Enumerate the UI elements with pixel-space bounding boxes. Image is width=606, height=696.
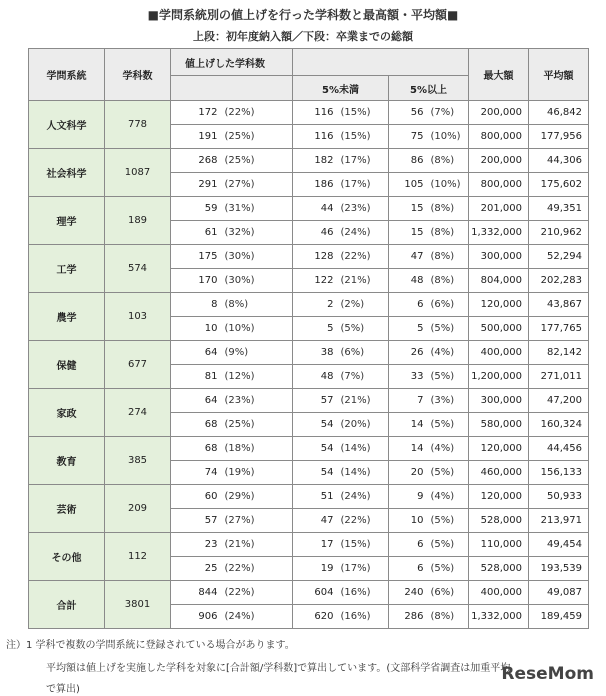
value-cell: 44 (293, 197, 337, 221)
value-cell: (10%) (221, 317, 293, 341)
count-cell: 385 (105, 437, 171, 485)
value-cell: (15%) (337, 533, 389, 557)
value-cell: 46,842 (529, 101, 589, 125)
value-cell: 210,962 (529, 221, 589, 245)
page-title: ■学問系統別の値上げを行った学科数と最高額・平均額■ (147, 8, 459, 22)
value-cell: 6 (389, 533, 427, 557)
value-cell: 68 (171, 437, 221, 461)
value-cell: 177,765 (529, 317, 589, 341)
header-raised: 値上げした学科数 (171, 49, 293, 76)
value-cell: (16%) (337, 581, 389, 605)
value-cell: 19 (293, 557, 337, 581)
value-cell: 844 (171, 581, 221, 605)
value-cell: (22%) (221, 581, 293, 605)
value-cell: 8 (171, 293, 221, 317)
value-cell: (14%) (337, 461, 389, 485)
header-over5: 5%以上 (389, 76, 469, 101)
note-line-3: で算出) (46, 684, 80, 695)
value-cell: 170 (171, 269, 221, 293)
value-cell: (5%) (427, 413, 469, 437)
value-cell: 172 (171, 101, 221, 125)
count-cell: 112 (105, 533, 171, 581)
category-cell: 工学 (29, 245, 105, 293)
value-cell: 14 (389, 437, 427, 461)
value-cell: (21%) (337, 269, 389, 293)
table-row (29, 533, 589, 557)
value-cell: 110,000 (469, 533, 529, 557)
value-cell: (22%) (221, 557, 293, 581)
value-cell: 23 (171, 533, 221, 557)
table-row (29, 149, 589, 173)
value-cell: 44,456 (529, 437, 589, 461)
value-cell: 2 (293, 293, 337, 317)
value-cell: (4%) (427, 485, 469, 509)
category-cell: 人文科学 (29, 101, 105, 149)
resemom-logo: ReseMom (501, 664, 594, 684)
value-cell: 52,294 (529, 245, 589, 269)
value-cell: 51 (293, 485, 337, 509)
value-cell: (6%) (427, 293, 469, 317)
table-row (29, 101, 589, 125)
value-cell: 15 (389, 197, 427, 221)
value-cell: 202,283 (529, 269, 589, 293)
value-cell: (7%) (337, 365, 389, 389)
table-row (29, 389, 589, 413)
value-cell: 33 (389, 365, 427, 389)
value-cell: 400,000 (469, 341, 529, 365)
value-cell: 200,000 (469, 149, 529, 173)
value-cell: 528,000 (469, 509, 529, 533)
value-cell: 286 (389, 605, 427, 629)
value-cell: 291 (171, 173, 221, 197)
value-cell: 57 (293, 389, 337, 413)
value-cell: (10%) (427, 125, 469, 149)
value-cell: 61 (171, 221, 221, 245)
value-cell: 44,306 (529, 149, 589, 173)
category-cell: 社会科学 (29, 149, 105, 197)
value-cell: 156,133 (529, 461, 589, 485)
value-cell: (8%) (427, 245, 469, 269)
value-cell: 160,324 (529, 413, 589, 437)
value-cell: 116 (293, 125, 337, 149)
value-cell: (3%) (427, 389, 469, 413)
category-cell: 農学 (29, 293, 105, 341)
value-cell: (29%) (221, 485, 293, 509)
value-cell: 60 (171, 485, 221, 509)
value-cell: (8%) (427, 197, 469, 221)
value-cell: 620 (293, 605, 337, 629)
value-cell: 6 (389, 293, 427, 317)
value-cell: 175 (171, 245, 221, 269)
value-cell: 81 (171, 365, 221, 389)
value-cell: 25 (171, 557, 221, 581)
value-cell: (22%) (337, 509, 389, 533)
value-cell: 300,000 (469, 389, 529, 413)
count-cell: 778 (105, 101, 171, 149)
category-cell: 合計 (29, 581, 105, 629)
category-cell: 保健 (29, 341, 105, 389)
value-cell: (8%) (427, 149, 469, 173)
value-cell: (24%) (221, 605, 293, 629)
category-cell: 家政 (29, 389, 105, 437)
count-cell: 1087 (105, 149, 171, 197)
value-cell: 122 (293, 269, 337, 293)
value-cell: (6%) (337, 341, 389, 365)
table-row (29, 485, 589, 509)
category-cell: 理学 (29, 197, 105, 245)
table-row (29, 197, 589, 221)
value-cell: 604 (293, 581, 337, 605)
value-cell: (25%) (221, 413, 293, 437)
value-cell: 5 (293, 317, 337, 341)
header-max: 最大額 (469, 49, 529, 101)
value-cell: 116 (293, 101, 337, 125)
value-cell: 120,000 (469, 485, 529, 509)
value-cell: (14%) (337, 437, 389, 461)
value-cell: 38 (293, 341, 337, 365)
value-cell: 56 (389, 101, 427, 125)
page-subtitle: 上段：初年度納入額／下段：卒業までの総額 (193, 30, 413, 43)
value-cell: 47 (293, 509, 337, 533)
value-cell: 64 (171, 389, 221, 413)
value-cell: (21%) (221, 533, 293, 557)
value-cell: 47,200 (529, 389, 589, 413)
value-cell: 20 (389, 461, 427, 485)
value-cell: 191 (171, 125, 221, 149)
value-cell: 75 (389, 125, 427, 149)
table-row (29, 437, 589, 461)
value-cell: (19%) (221, 461, 293, 485)
value-cell: 49,454 (529, 533, 589, 557)
value-cell: 74 (171, 461, 221, 485)
table-row (29, 245, 589, 269)
value-cell: 460,000 (469, 461, 529, 485)
value-cell: (24%) (337, 485, 389, 509)
value-cell: (8%) (427, 221, 469, 245)
value-cell: (5%) (337, 317, 389, 341)
value-cell: 300,000 (469, 245, 529, 269)
value-cell: (5%) (427, 317, 469, 341)
value-cell: 200,000 (469, 101, 529, 125)
value-cell: 271,011 (529, 365, 589, 389)
value-cell: 1,200,000 (469, 365, 529, 389)
value-cell: 800,000 (469, 125, 529, 149)
value-cell: (8%) (221, 293, 293, 317)
value-cell: 82,142 (529, 341, 589, 365)
tuition-table (28, 48, 589, 629)
value-cell: 906 (171, 605, 221, 629)
value-cell: 68 (171, 413, 221, 437)
value-cell: 49,087 (529, 581, 589, 605)
value-cell: 10 (171, 317, 221, 341)
value-cell: 26 (389, 341, 427, 365)
value-cell: 10 (389, 509, 427, 533)
value-cell: 6 (389, 557, 427, 581)
value-cell: 43,867 (529, 293, 589, 317)
value-cell: 17 (293, 533, 337, 557)
value-cell: 177,956 (529, 125, 589, 149)
value-cell: 240 (389, 581, 427, 605)
value-cell: (31%) (221, 197, 293, 221)
value-cell: 120,000 (469, 293, 529, 317)
value-cell: (6%) (427, 581, 469, 605)
count-cell: 677 (105, 341, 171, 389)
note-line-1: 注）1 学科で複数の学問系統に登録されている場合があります。 (6, 640, 295, 651)
value-cell: 50,933 (529, 485, 589, 509)
count-cell: 189 (105, 197, 171, 245)
value-cell: (23%) (337, 197, 389, 221)
value-cell: 59 (171, 197, 221, 221)
value-cell: 500,000 (469, 317, 529, 341)
value-cell: (8%) (427, 269, 469, 293)
value-cell: 268 (171, 149, 221, 173)
category-cell: 芸術 (29, 485, 105, 533)
value-cell: 182 (293, 149, 337, 173)
value-cell: 54 (293, 413, 337, 437)
value-cell: (10%) (427, 173, 469, 197)
value-cell: (20%) (337, 413, 389, 437)
value-cell: 5 (389, 317, 427, 341)
value-cell: 47 (389, 245, 427, 269)
count-cell: 209 (105, 485, 171, 533)
value-cell: (9%) (221, 341, 293, 365)
value-cell: (4%) (427, 341, 469, 365)
value-cell: (32%) (221, 221, 293, 245)
value-cell: (17%) (337, 557, 389, 581)
value-cell: (15%) (337, 125, 389, 149)
value-cell: 14 (389, 413, 427, 437)
note-line-2: 平均額は値上げを実施した学科を対象に[合計額/学科数]で算出しています。(文部科学省調査は加重平均 (46, 663, 511, 674)
value-cell: (24%) (337, 221, 389, 245)
value-cell: (18%) (221, 437, 293, 461)
value-cell: 57 (171, 509, 221, 533)
value-cell: (25%) (221, 149, 293, 173)
value-cell: 86 (389, 149, 427, 173)
value-cell: (22%) (337, 245, 389, 269)
value-cell: (30%) (221, 245, 293, 269)
table-row (29, 341, 589, 365)
value-cell: (8%) (427, 605, 469, 629)
value-cell: (5%) (427, 509, 469, 533)
value-cell: 54 (293, 437, 337, 461)
value-cell: 213,971 (529, 509, 589, 533)
value-cell: 189,459 (529, 605, 589, 629)
value-cell: 800,000 (469, 173, 529, 197)
value-cell: 105 (389, 173, 427, 197)
count-cell: 3801 (105, 581, 171, 629)
value-cell: 54 (293, 461, 337, 485)
value-cell: 1,332,000 (469, 605, 529, 629)
header-avg: 平均額 (529, 49, 589, 101)
value-cell: 1,332,000 (469, 221, 529, 245)
value-cell: (27%) (221, 509, 293, 533)
value-cell: (17%) (337, 149, 389, 173)
value-cell: 528,000 (469, 557, 529, 581)
value-cell: (23%) (221, 389, 293, 413)
value-cell: 48 (293, 365, 337, 389)
value-cell: (5%) (427, 533, 469, 557)
header-category: 学問系統 (29, 49, 105, 101)
value-cell: (7%) (427, 101, 469, 125)
value-cell: 201,000 (469, 197, 529, 221)
value-cell: 7 (389, 389, 427, 413)
value-cell: 48 (389, 269, 427, 293)
value-cell: (16%) (337, 605, 389, 629)
value-cell: (25%) (221, 125, 293, 149)
value-cell: 64 (171, 341, 221, 365)
value-cell: (21%) (337, 389, 389, 413)
value-cell: 120,000 (469, 437, 529, 461)
count-cell: 574 (105, 245, 171, 293)
value-cell: 580,000 (469, 413, 529, 437)
value-cell: (5%) (427, 365, 469, 389)
value-cell: 9 (389, 485, 427, 509)
value-cell: (17%) (337, 173, 389, 197)
value-cell: (4%) (427, 437, 469, 461)
value-cell: (5%) (427, 557, 469, 581)
value-cell: (12%) (221, 365, 293, 389)
value-cell: 193,539 (529, 557, 589, 581)
value-cell: 804,000 (469, 269, 529, 293)
value-cell: (15%) (337, 101, 389, 125)
value-cell: 49,351 (529, 197, 589, 221)
value-cell: (5%) (427, 461, 469, 485)
value-cell: (22%) (221, 101, 293, 125)
header-count: 学科数 (105, 49, 171, 101)
value-cell: 46 (293, 221, 337, 245)
count-cell: 103 (105, 293, 171, 341)
value-cell: (30%) (221, 269, 293, 293)
value-cell: (2%) (337, 293, 389, 317)
table-row (29, 581, 589, 605)
table-row (29, 293, 589, 317)
value-cell: (27%) (221, 173, 293, 197)
header-under5: 5%未満 (293, 76, 389, 101)
value-cell: 15 (389, 221, 427, 245)
value-cell: 186 (293, 173, 337, 197)
category-cell: 教育 (29, 437, 105, 485)
value-cell: 128 (293, 245, 337, 269)
category-cell: その他 (29, 533, 105, 581)
value-cell: 175,602 (529, 173, 589, 197)
count-cell: 274 (105, 389, 171, 437)
value-cell: 400,000 (469, 581, 529, 605)
